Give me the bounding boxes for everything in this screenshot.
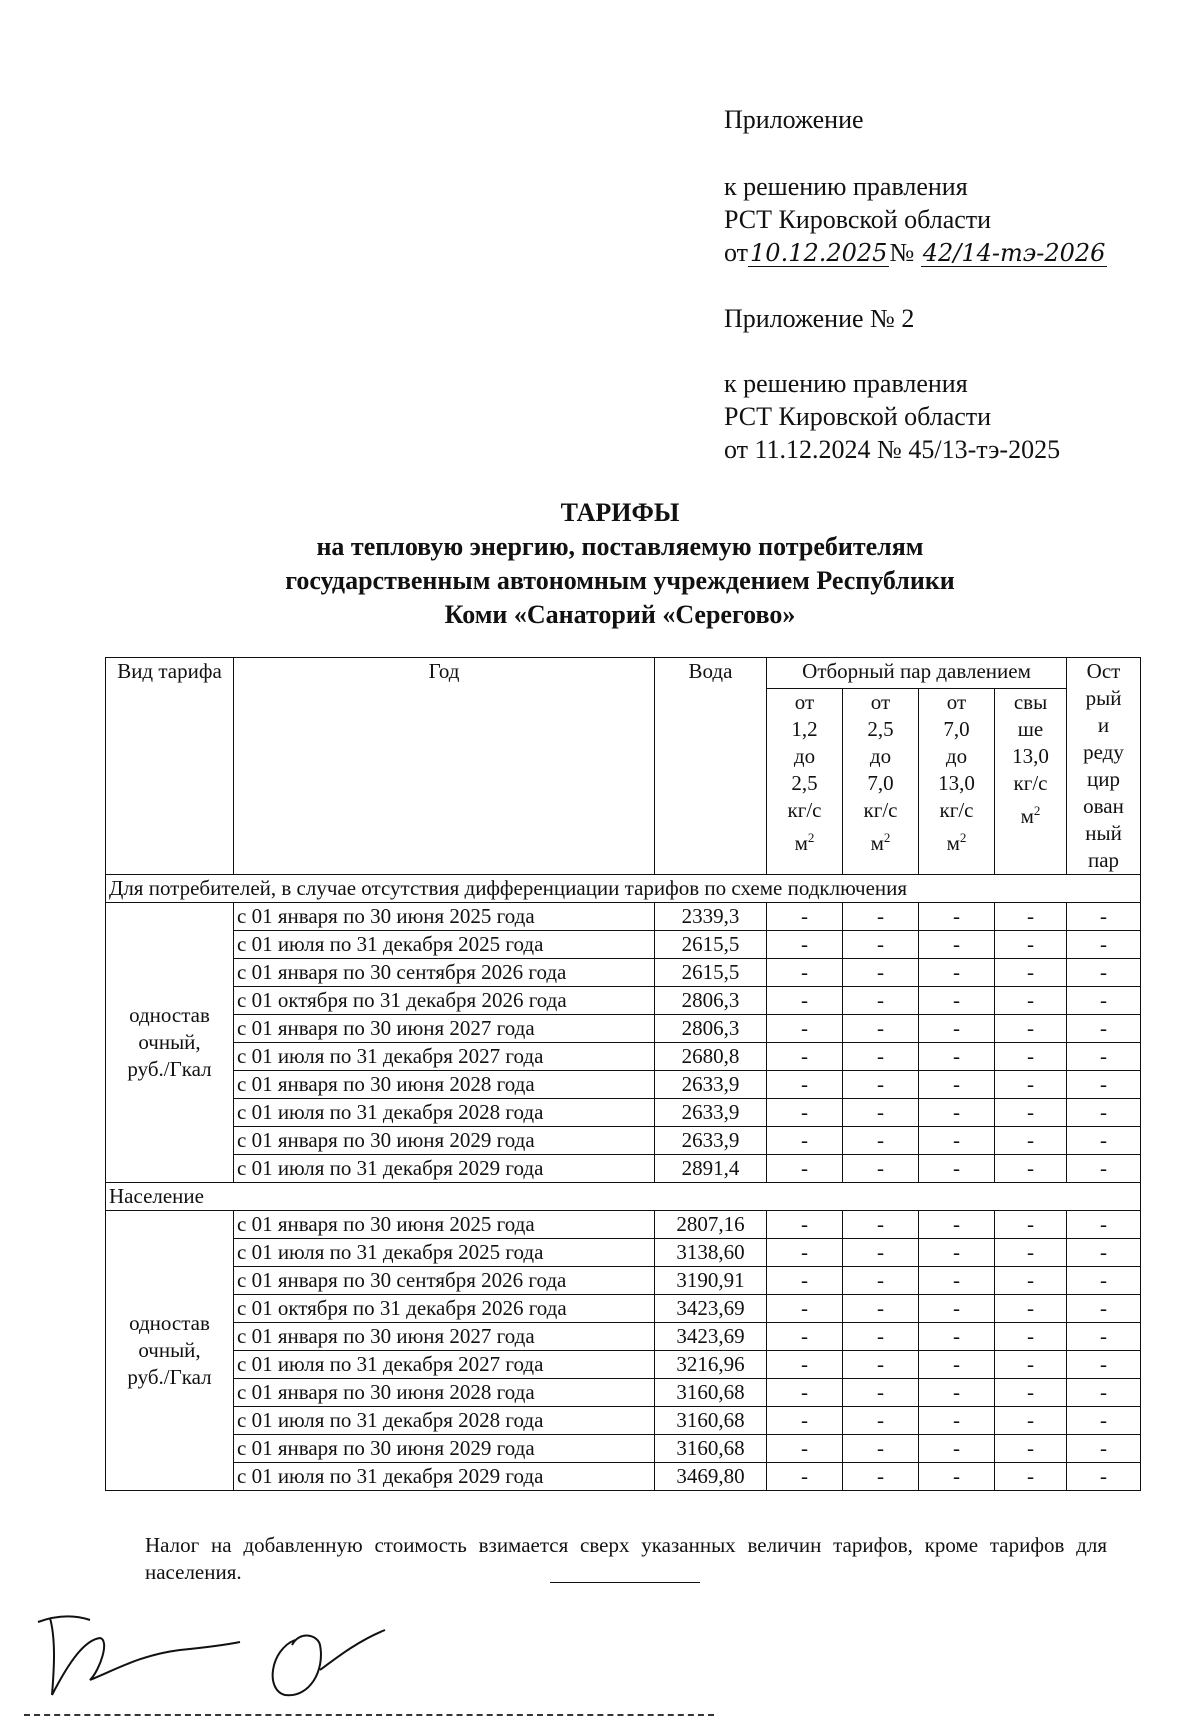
empty-value-cell: - — [1067, 1155, 1141, 1183]
empty-value-cell: - — [767, 1407, 843, 1435]
header-word: $м^2$ — [1020, 802, 1041, 828]
water-value-cell: 3190,91 — [655, 1267, 767, 1295]
header-word: 13,0 — [1012, 743, 1049, 768]
appendix-line: РСТ Кировской области — [724, 205, 992, 234]
table-row — [106, 1211, 1141, 1239]
header-word: 13,0 — [938, 770, 975, 795]
empty-value-cell: - — [1067, 1043, 1141, 1071]
header-word: кг/с — [787, 797, 822, 822]
empty-value-cell: - — [1067, 903, 1141, 931]
empty-value-cell: - — [995, 1323, 1067, 1351]
period-cell: с 01 июля по 31 декабря 2027 года — [234, 1043, 655, 1071]
table-row — [106, 1071, 1141, 1099]
section-label: Для потребителей, в случае отсутствия дифференциации тарифов по схеме подключения — [106, 875, 1141, 903]
header-word: $м^2$ — [870, 829, 891, 855]
header-word: от — [870, 689, 891, 714]
header-word: Ост — [1086, 659, 1121, 683]
empty-value-cell: - — [843, 1015, 919, 1043]
empty-value-cell: - — [1067, 1015, 1141, 1043]
empty-value-cell: - — [1067, 1323, 1141, 1351]
period-cell: с 01 января по 30 июня 2029 года — [234, 1127, 655, 1155]
tariff-type-word: одностав — [129, 1003, 210, 1027]
table-row — [106, 1043, 1141, 1071]
appendix-title: Приложение — [724, 105, 864, 134]
tariff-type-cell — [106, 903, 234, 1183]
appendix-line: к решению правления — [724, 369, 968, 398]
document-title — [0, 496, 1200, 632]
empty-value-cell: - — [767, 1379, 843, 1407]
empty-value-cell: - — [843, 959, 919, 987]
empty-value-cell: - — [995, 1295, 1067, 1323]
empty-value-cell: - — [767, 931, 843, 959]
header-steam-col — [995, 688, 1067, 874]
empty-value-cell: - — [767, 1463, 843, 1491]
table-row — [106, 1155, 1141, 1183]
period-cell: с 01 января по 30 июня 2027 года — [234, 1323, 655, 1351]
table-row — [106, 1463, 1141, 1491]
handwritten-date: 10.12.2025 — [750, 239, 888, 267]
empty-value-cell: - — [919, 1071, 995, 1099]
table-row — [106, 903, 1141, 931]
empty-value-cell: - — [995, 1239, 1067, 1267]
header-tariff-type: Вид тарифа — [106, 658, 234, 875]
table-row — [106, 1295, 1141, 1323]
table-row — [106, 1435, 1141, 1463]
cropped-stamp-mark — [820, 0, 1120, 4]
empty-value-cell: - — [843, 1323, 919, 1351]
title-line: Коми «Санаторий «Серегово» — [444, 600, 796, 629]
period-cell: с 01 июля по 31 декабря 2029 года — [234, 1463, 655, 1491]
header-hot-steam — [1067, 658, 1141, 875]
table-row — [106, 1267, 1141, 1295]
empty-value-cell: - — [767, 1155, 843, 1183]
header-word: до — [793, 743, 816, 768]
bottom-cut-line — [24, 1714, 714, 1716]
header-word: от — [794, 689, 815, 714]
appendix-decision-ref — [724, 236, 1107, 269]
empty-value-cell: - — [843, 1435, 919, 1463]
water-value-cell: 3160,68 — [655, 1435, 767, 1463]
title-line: ТАРИФЫ — [560, 498, 680, 527]
table-row — [106, 1239, 1141, 1267]
empty-value-cell: - — [995, 1015, 1067, 1043]
water-value-cell: 2633,9 — [655, 1071, 767, 1099]
tariff-type-cell — [106, 1211, 234, 1491]
tariff-type-word: руб./Гкал — [127, 1365, 212, 1389]
empty-value-cell: - — [919, 987, 995, 1015]
header-word: 7,0 — [943, 716, 970, 741]
period-cell: с 01 июля по 31 декабря 2029 года — [234, 1155, 655, 1183]
empty-value-cell: - — [1067, 1239, 1141, 1267]
header-water: Вода — [655, 658, 767, 875]
empty-value-cell: - — [919, 1211, 995, 1239]
header-word: кг/с — [939, 797, 974, 822]
water-value-cell: 3216,96 — [655, 1351, 767, 1379]
empty-value-cell: - — [843, 1239, 919, 1267]
empty-value-cell: - — [843, 1407, 919, 1435]
appendix-line: от 11.12.2024 № 45/13-тэ-2025 — [724, 435, 1061, 464]
empty-value-cell: - — [995, 1379, 1067, 1407]
appendix-header-current — [724, 103, 1107, 269]
empty-value-cell: - — [767, 1323, 843, 1351]
empty-value-cell: - — [843, 931, 919, 959]
header-word: ован — [1083, 794, 1124, 818]
table-row — [106, 1323, 1141, 1351]
empty-value-cell: - — [1067, 1099, 1141, 1127]
table-row — [106, 931, 1141, 959]
header-word: рый — [1085, 686, 1122, 710]
empty-value-cell: - — [919, 1435, 995, 1463]
header-word: и — [1097, 713, 1110, 737]
empty-value-cell: - — [843, 1043, 919, 1071]
header-word: $м^2$ — [946, 829, 967, 855]
empty-value-cell: - — [843, 987, 919, 1015]
empty-value-cell: - — [1067, 1463, 1141, 1491]
empty-value-cell: - — [1067, 1127, 1141, 1155]
table-row — [106, 1351, 1141, 1379]
header-word: 2,5 — [867, 716, 894, 741]
period-cell: с 01 октября по 31 декабря 2026 года — [234, 987, 655, 1015]
tariff-type-word: очный, — [138, 1338, 201, 1362]
from-prefix: от — [724, 238, 749, 267]
header-row — [106, 658, 1141, 689]
empty-value-cell: - — [919, 1379, 995, 1407]
empty-value-cell: - — [843, 1071, 919, 1099]
empty-value-cell: - — [995, 1127, 1067, 1155]
header-word: 1,2 — [791, 716, 818, 741]
header-word: цир — [1087, 767, 1120, 791]
table-row — [106, 959, 1141, 987]
empty-value-cell: - — [1067, 1211, 1141, 1239]
empty-value-cell: - — [919, 1323, 995, 1351]
water-value-cell: 3423,69 — [655, 1295, 767, 1323]
superscript: 2 — [883, 829, 891, 845]
empty-value-cell: - — [1067, 1407, 1141, 1435]
empty-value-cell: - — [995, 1267, 1067, 1295]
empty-value-cell: - — [995, 1155, 1067, 1183]
appendix-header-original — [724, 302, 1060, 466]
period-cell: с 01 января по 30 июня 2028 года — [234, 1379, 655, 1407]
water-value-cell: 3423,69 — [655, 1323, 767, 1351]
water-value-cell: 2807,16 — [655, 1211, 767, 1239]
empty-value-cell: - — [843, 1155, 919, 1183]
empty-value-cell: - — [767, 903, 843, 931]
water-value-cell: 2615,5 — [655, 931, 767, 959]
water-value-cell: 2339,3 — [655, 903, 767, 931]
empty-value-cell: - — [843, 903, 919, 931]
title-line: на тепловую энергию, поставляемую потребителям — [316, 532, 924, 561]
empty-value-cell: - — [995, 1071, 1067, 1099]
header-word: ше — [1017, 716, 1044, 741]
section-row — [106, 1183, 1141, 1211]
empty-value-cell: - — [843, 1379, 919, 1407]
water-value-cell: 3138,60 — [655, 1239, 767, 1267]
empty-value-cell: - — [919, 1463, 995, 1491]
section-label: Население — [106, 1183, 1141, 1211]
water-value-cell: 2806,3 — [655, 987, 767, 1015]
period-cell: с 01 января по 30 сентября 2026 года — [234, 1267, 655, 1295]
table-row — [106, 1099, 1141, 1127]
tariff-type-word: очный, — [138, 1030, 201, 1054]
empty-value-cell: - — [995, 1435, 1067, 1463]
empty-value-cell: - — [843, 1295, 919, 1323]
empty-value-cell: - — [1067, 1435, 1141, 1463]
period-cell: с 01 октября по 31 декабря 2026 года — [234, 1295, 655, 1323]
period-cell: с 01 июля по 31 декабря 2025 года — [234, 1239, 655, 1267]
empty-value-cell: - — [843, 1211, 919, 1239]
header-steam-col — [919, 688, 995, 874]
empty-value-cell: - — [843, 1351, 919, 1379]
empty-value-cell: - — [919, 1295, 995, 1323]
empty-value-cell: - — [919, 1267, 995, 1295]
period-cell: с 01 января по 30 июня 2027 года — [234, 1015, 655, 1043]
empty-value-cell: - — [995, 1211, 1067, 1239]
header-word: кг/с — [863, 797, 898, 822]
empty-value-cell: - — [843, 1267, 919, 1295]
empty-value-cell: - — [995, 903, 1067, 931]
empty-value-cell: - — [767, 1267, 843, 1295]
empty-value-cell: - — [767, 1043, 843, 1071]
empty-value-cell: - — [919, 959, 995, 987]
water-value-cell: 2615,5 — [655, 959, 767, 987]
empty-value-cell: - — [995, 1043, 1067, 1071]
empty-value-cell: - — [995, 1463, 1067, 1491]
period-cell: с 01 июля по 31 декабря 2025 года — [234, 931, 655, 959]
water-value-cell: 3469,80 — [655, 1463, 767, 1491]
table-row — [106, 987, 1141, 1015]
empty-value-cell: - — [919, 1015, 995, 1043]
period-cell: с 01 июля по 31 декабря 2027 года — [234, 1351, 655, 1379]
empty-value-cell: - — [767, 1071, 843, 1099]
empty-value-cell: - — [1067, 987, 1141, 1015]
header-word: от — [946, 689, 967, 714]
tariff-type-word: руб./Гкал — [127, 1057, 212, 1081]
empty-value-cell: - — [919, 1155, 995, 1183]
water-value-cell: 3160,68 — [655, 1407, 767, 1435]
empty-value-cell: - — [919, 1407, 995, 1435]
empty-value-cell: - — [995, 987, 1067, 1015]
empty-value-cell: - — [767, 1211, 843, 1239]
header-word: реду — [1083, 740, 1124, 764]
empty-value-cell: - — [919, 1127, 995, 1155]
handwritten-number: 42/14-тэ-2026 — [922, 239, 1106, 267]
header-word: пар — [1087, 848, 1120, 872]
empty-value-cell: - — [1067, 959, 1141, 987]
header-steam-col — [843, 688, 919, 874]
empty-value-cell: - — [767, 1351, 843, 1379]
separator-line — [550, 1582, 700, 1583]
empty-value-cell: - — [767, 1435, 843, 1463]
empty-value-cell: - — [767, 1239, 843, 1267]
header-year: Год — [234, 658, 655, 875]
header-word: 2,5 — [791, 770, 818, 795]
water-value-cell: 2633,9 — [655, 1127, 767, 1155]
vat-note: Налог на добавленную стоимость взимается сверх указанных величин тарифов, кроме тарифов для населения. — [145, 1533, 1107, 1584]
number-sign: № — [889, 238, 915, 267]
empty-value-cell: - — [995, 1099, 1067, 1127]
empty-value-cell: - — [919, 931, 995, 959]
section-row — [106, 875, 1141, 903]
empty-value-cell: - — [995, 931, 1067, 959]
empty-value-cell: - — [843, 1463, 919, 1491]
header-word: свы — [1013, 689, 1048, 714]
empty-value-cell: - — [767, 1127, 843, 1155]
water-value-cell: 2891,4 — [655, 1155, 767, 1183]
table-row — [106, 1379, 1141, 1407]
empty-value-cell: - — [843, 1099, 919, 1127]
empty-value-cell: - — [995, 1407, 1067, 1435]
period-cell: с 01 января по 30 июня 2025 года — [234, 1211, 655, 1239]
empty-value-cell: - — [919, 1239, 995, 1267]
period-cell: с 01 января по 30 июня 2025 года — [234, 903, 655, 931]
empty-value-cell: - — [767, 987, 843, 1015]
water-value-cell: 2680,8 — [655, 1043, 767, 1071]
title-line: государственным автономным учреждением Республики — [285, 566, 955, 595]
empty-value-cell: - — [1067, 1071, 1141, 1099]
superscript: 2 — [807, 829, 815, 845]
empty-value-cell: - — [1067, 1295, 1141, 1323]
water-value-cell: 2806,3 — [655, 1015, 767, 1043]
tariff-type-word: одностав — [129, 1311, 210, 1335]
empty-value-cell: - — [1067, 1379, 1141, 1407]
header-word: кг/с — [1013, 770, 1048, 795]
appendix-title: Приложение № 2 — [724, 304, 915, 333]
header-word: ный — [1085, 821, 1122, 845]
empty-value-cell: - — [767, 1099, 843, 1127]
empty-value-cell: - — [919, 1099, 995, 1127]
table-row — [106, 1015, 1141, 1043]
water-value-cell: 3160,68 — [655, 1379, 767, 1407]
empty-value-cell: - — [995, 959, 1067, 987]
superscript: 2 — [1033, 802, 1041, 818]
period-cell: с 01 января по 30 сентября 2026 года — [234, 959, 655, 987]
table-row — [106, 1127, 1141, 1155]
header-steam-group: Отборный пар давлением — [767, 658, 1067, 689]
empty-value-cell: - — [1067, 931, 1141, 959]
empty-value-cell: - — [767, 1295, 843, 1323]
appendix-line: РСТ Кировской области — [724, 402, 992, 431]
empty-value-cell: - — [919, 1043, 995, 1071]
empty-value-cell: - — [767, 1015, 843, 1043]
empty-value-cell: - — [919, 1351, 995, 1379]
handwritten-signature — [30, 1600, 390, 1720]
header-steam-col — [767, 688, 843, 874]
header-word: $м^2$ — [794, 829, 815, 855]
period-cell: с 01 июля по 31 декабря 2028 года — [234, 1407, 655, 1435]
table-row — [106, 1407, 1141, 1435]
header-word: до — [945, 743, 968, 768]
appendix-line: к решению правления — [724, 172, 968, 201]
empty-value-cell: - — [843, 1127, 919, 1155]
header-word: до — [869, 743, 892, 768]
period-cell: с 01 января по 30 июня 2028 года — [234, 1071, 655, 1099]
empty-value-cell: - — [767, 959, 843, 987]
empty-value-cell: - — [1067, 1351, 1141, 1379]
empty-value-cell: - — [919, 903, 995, 931]
period-cell: с 01 июля по 31 декабря 2028 года — [234, 1099, 655, 1127]
superscript: 2 — [959, 829, 967, 845]
empty-value-cell: - — [1067, 1267, 1141, 1295]
period-cell: с 01 января по 30 июня 2029 года — [234, 1435, 655, 1463]
empty-value-cell: - — [995, 1351, 1067, 1379]
tariff-table — [105, 657, 1141, 1491]
water-value-cell: 2633,9 — [655, 1099, 767, 1127]
header-word: 7,0 — [867, 770, 894, 795]
